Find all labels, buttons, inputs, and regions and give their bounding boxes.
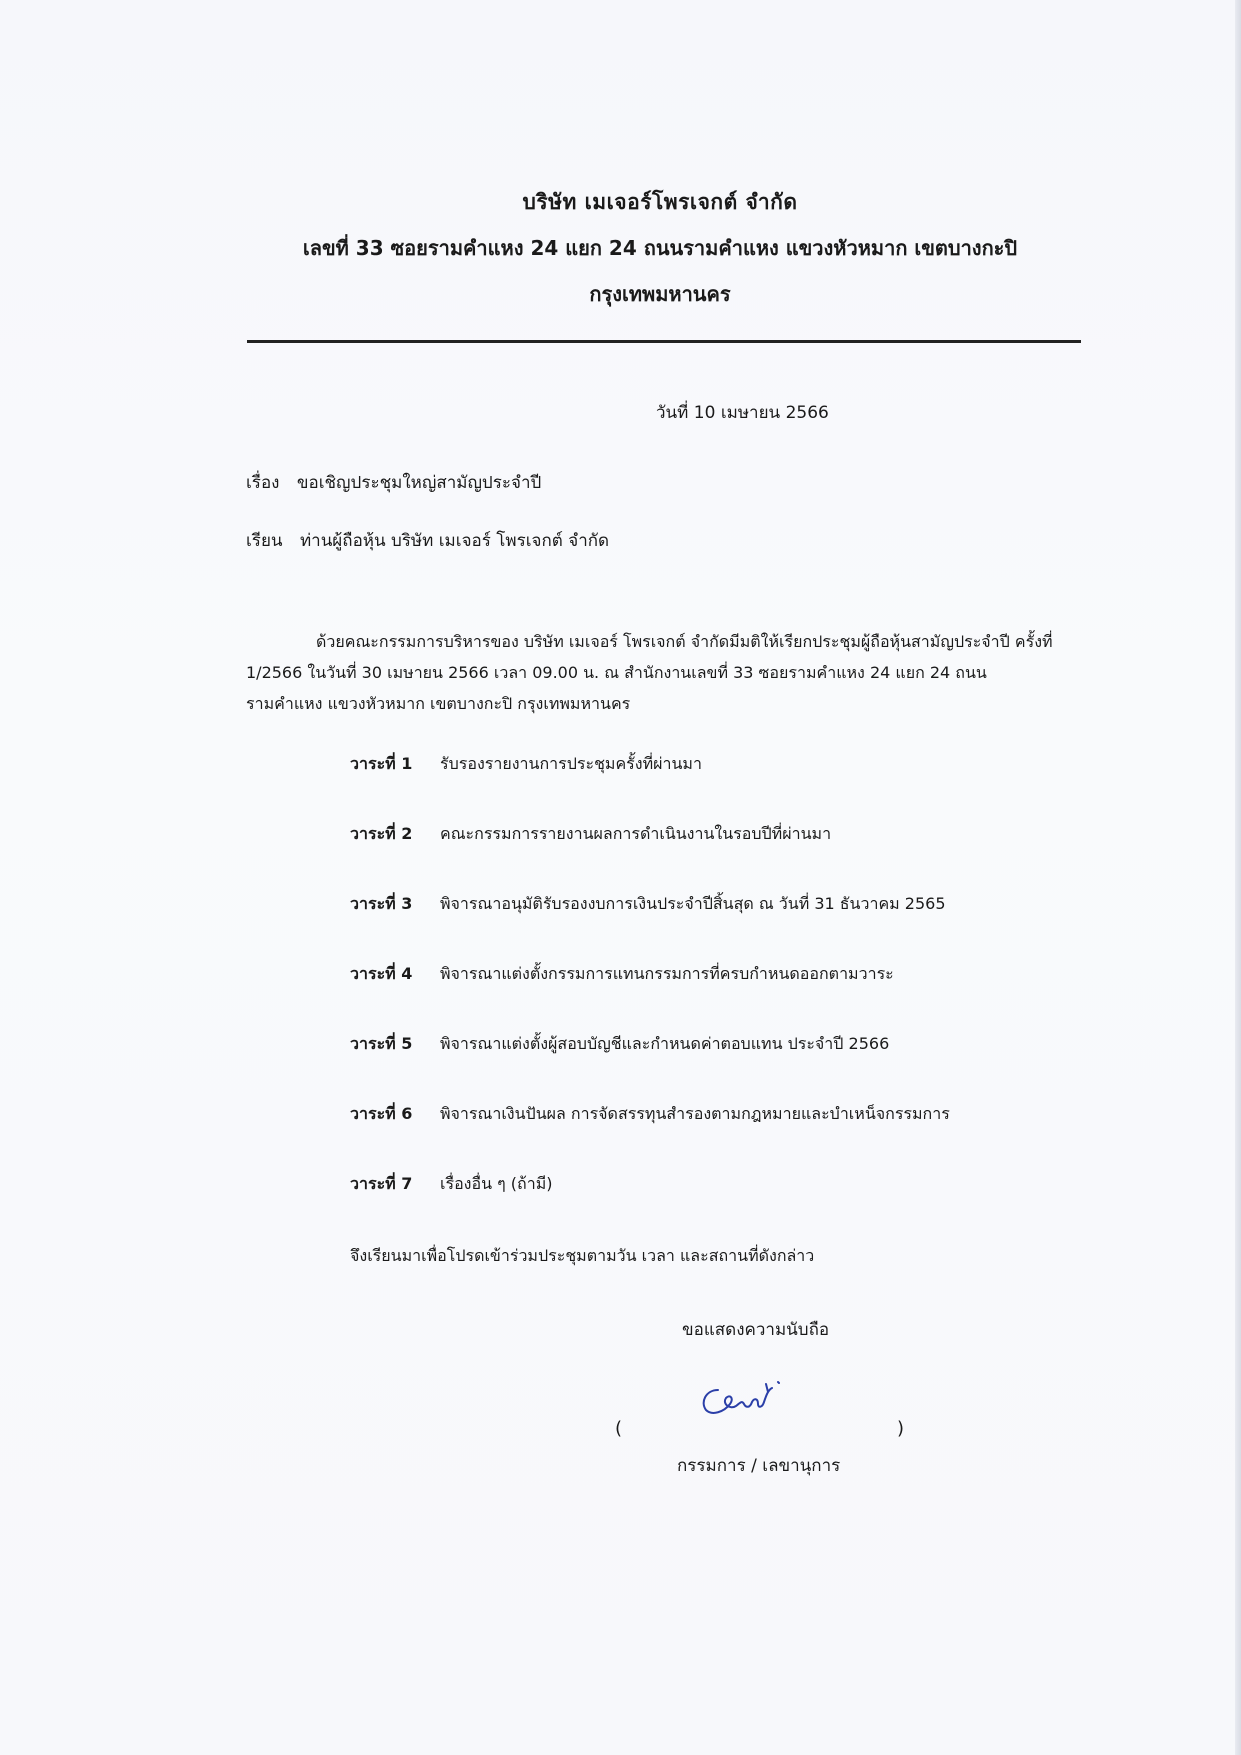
closing-sentence: จึงเรียนมาเพื่อโปรดเข้าร่วมประชุมตามวัน เวลา และสถานที่ดังกล่าว [350, 1246, 815, 1265]
agenda-number: วาระที่ 3 [350, 894, 413, 913]
company-address: เลขที่ 33 ซอยรามคำแหง 24 แยก 24 ถนนรามคำแหง แขวงหัวหมาก เขตบางกะปิ [302, 236, 1018, 260]
agenda-item [350, 1032, 1050, 1102]
agenda-number: วาระที่ 5 [350, 1034, 413, 1053]
agenda-text: พิจารณาแต่งตั้งผู้สอบบัญชีและกำหนดค่าตอบแทน ประจำปี 2566 [440, 1034, 890, 1053]
agenda-item [350, 962, 1050, 1032]
agenda-text: เรื่องอื่น ๆ (ถ้ามี) [440, 1174, 553, 1193]
subject-label: เรื่อง [246, 473, 280, 493]
agenda-text: รับรองรายงานการประชุมครั้งที่ผ่านมา [440, 754, 702, 773]
recipient-line [246, 527, 609, 554]
company-city: กรุงเทพมหานคร [589, 282, 731, 306]
recipient-text: ท่านผู้ถือหุ้น บริษัท เมเจอร์ โพรเจกต์ จำกัด [299, 531, 610, 551]
subject-line [246, 469, 541, 496]
agenda-text: คณะกรรมการรายงานผลการดำเนินงานในรอบปีที่ผ่านมา [440, 824, 832, 843]
agenda-text: พิจารณาเงินปันผล การจัดสรรทุนสำรองตามกฎหมายและบำเหน็จกรรมการ [440, 1104, 950, 1123]
agenda-item [350, 892, 1050, 962]
agenda-text: พิจารณาแต่งตั้งกรรมการแทนกรรมการที่ครบกำหนดออกตามวาระ [440, 964, 894, 983]
agenda-number: วาระที่ 1 [350, 754, 413, 773]
agenda-number: วาระที่ 6 [350, 1104, 413, 1123]
agenda-item [350, 1102, 1050, 1172]
regards-text: ขอแสดงความนับถือ [682, 1320, 830, 1340]
agenda-text: พิจารณาอนุมัติรับรองงบการเงินประจำปีสิ้นสุด ณ วันที่ 31 ธันวาคม 2565 [440, 894, 946, 913]
agenda-number: วาระที่ 4 [350, 964, 413, 983]
letter-date: วันที่ 10 เมษายน 2566 [656, 403, 829, 423]
agenda-list [350, 752, 1050, 1242]
signer-name-close-paren: ) [897, 1418, 905, 1439]
recipient-label: เรียน [246, 531, 283, 551]
signer-title: กรรมการ / เลขานุการ [677, 1456, 841, 1476]
signer-name-open-paren: ( [615, 1418, 623, 1439]
handwritten-signature [696, 1368, 786, 1420]
company-name: บริษัท เมเจอร์โพรเจกต์ จำกัด [522, 190, 798, 214]
scan-edge [1235, 0, 1241, 1755]
agenda-item [350, 752, 1050, 822]
agenda-number: วาระที่ 2 [350, 824, 413, 843]
header-divider [247, 340, 1081, 343]
agenda-number: วาระที่ 7 [350, 1174, 413, 1193]
agenda-item [350, 822, 1050, 892]
subject-text: ขอเชิญประชุมใหญ่สามัญประจำปี [296, 473, 542, 493]
body-paragraph: ด้วยคณะกรรมการบริหารของ บริษัท เมเจอร์ โพรเจกต์ จำกัดมีมติให้เรียกประชุมผู้ถือหุ้นสามัญประจำปี ครั้งที่ 1/2566 ในวันที่ 30 เมษายน 2566 เวลา 09.00 น. ณ สำนักงานเลขที่ 33 ซอยรามคำแหง 24 แยก 24 ถนนรามคำแหง แขวงหัวหมาก เขตบางกะปิ กรุงเทพมหานคร [246, 632, 1053, 713]
agenda-item [350, 1172, 1050, 1242]
